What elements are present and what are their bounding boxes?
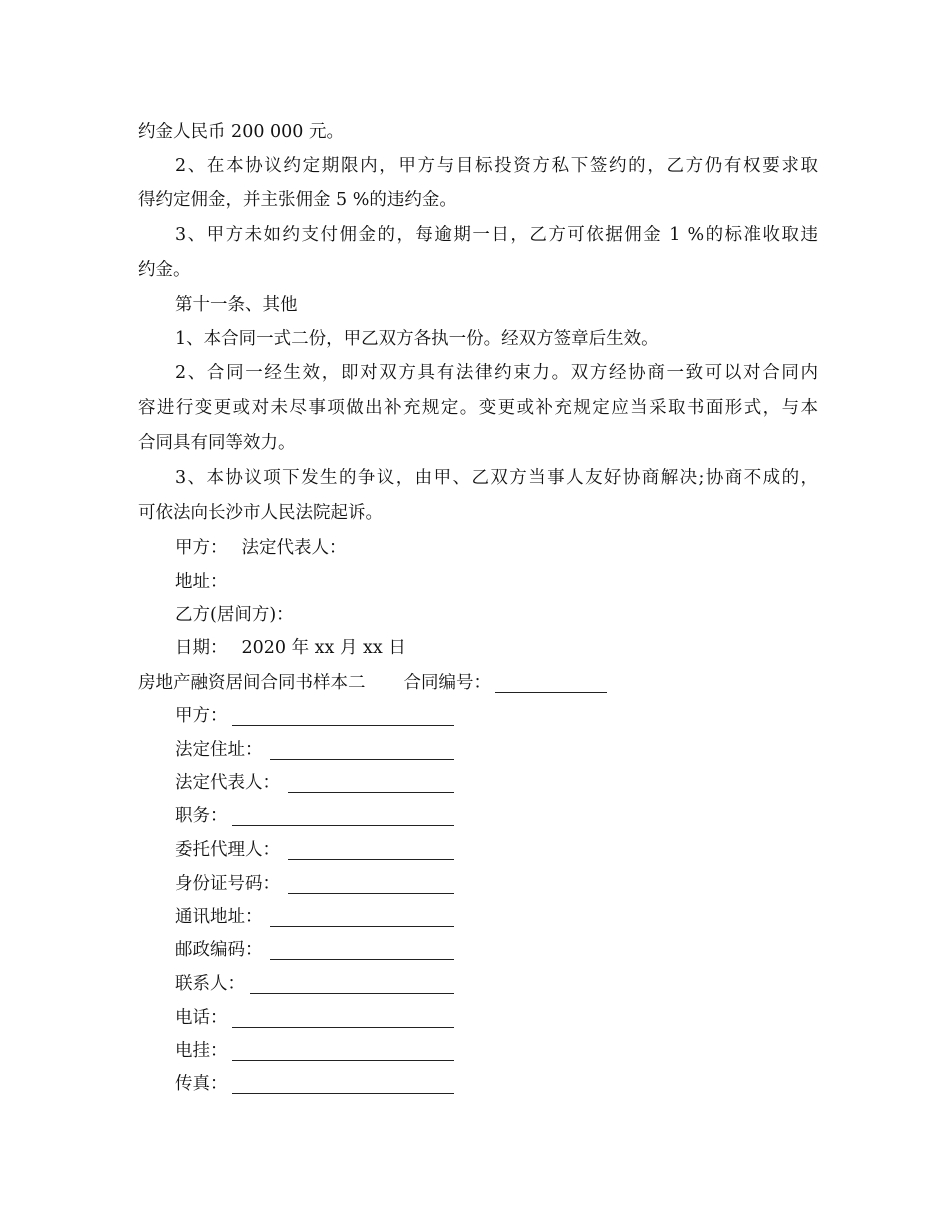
field-blank[interactable] <box>288 893 454 894</box>
text-line: 约金人民币 200 000 元。 <box>138 122 344 142</box>
field-label: 通讯地址： <box>175 907 263 927</box>
field-fax <box>175 1074 228 1094</box>
field-legal-rep <box>175 773 280 793</box>
field-label: 职务： <box>175 806 228 826</box>
field-blank[interactable] <box>288 792 454 793</box>
contract-number-label: 合同编号： <box>403 673 491 693</box>
text-line: 1、本合同一式二份，甲乙双方各执一份。经双方签章后生效。 <box>175 329 659 349</box>
field-blank[interactable] <box>270 926 454 927</box>
text-line: 3、甲方未如约支付佣金的，每逾期一日，乙方可依据佣金 1 %的标准收取违 <box>175 225 818 245</box>
signature-address: 地址： <box>175 572 228 592</box>
text-line: 3、本协议项下发生的争议，由甲、乙双方当事人友好协商解决;协商不成的， <box>175 468 818 488</box>
second-doc-title: 房地产融资居间合同书样本二 <box>138 673 366 693</box>
field-label: 电话： <box>175 1008 228 1028</box>
field-blank[interactable] <box>270 959 454 960</box>
text-line: 容进行变更或对未尽事项做出补充规定。变更或补充规定应当采取书面形式，与本 <box>138 398 818 418</box>
field-phone <box>175 1008 228 1028</box>
field-postal-code <box>175 940 263 960</box>
field-blank[interactable] <box>232 825 454 826</box>
field-label: 法定代表人： <box>175 773 280 793</box>
legal-rep-label: 法定代表人： <box>241 538 347 558</box>
text-line: 约金。 <box>138 260 191 280</box>
field-party-a <box>175 706 228 726</box>
field-blank[interactable] <box>232 725 454 726</box>
field-agent <box>175 840 280 860</box>
field-blank[interactable] <box>232 1027 454 1028</box>
second-doc-title-line <box>138 673 818 693</box>
text-line: 2、在本协议约定期限内，甲方与目标投资方私下签约的，乙方仍有权要求取 <box>175 156 818 176</box>
field-label: 身份证号码： <box>175 874 280 894</box>
text-line: 可依法向长沙市人民法院起诉。 <box>138 503 383 523</box>
field-label: 电挂： <box>175 1041 228 1061</box>
field-position <box>175 806 228 826</box>
field-label: 邮政编码： <box>175 940 263 960</box>
field-blank[interactable] <box>250 993 454 994</box>
field-label: 甲方： <box>175 706 228 726</box>
date-label: 日期： <box>175 638 228 658</box>
text-line: 2、合同一经生效，即对双方具有法律约束力。双方经协商一致可以对合同内 <box>175 363 818 383</box>
field-id-number <box>175 874 280 894</box>
signature-party-b: 乙方(居间方)： <box>175 605 294 625</box>
text-line: 得约定佣金，并主张佣金 5 %的违约金。 <box>138 190 457 210</box>
signature-date <box>175 638 855 658</box>
field-legal-address <box>175 740 263 760</box>
section-heading: 第十一条、其他 <box>175 295 298 315</box>
field-telegraph <box>175 1041 228 1061</box>
field-blank[interactable] <box>270 759 454 760</box>
date-value: 2020 年 xx 月 xx 日 <box>241 638 406 658</box>
contract-number-blank[interactable] <box>495 676 607 693</box>
field-label: 法定住址： <box>175 740 263 760</box>
field-label: 委托代理人： <box>175 840 280 860</box>
field-blank[interactable] <box>232 1060 454 1061</box>
field-contact-person <box>175 974 245 994</box>
party-a-label: 甲方： <box>175 538 228 558</box>
field-blank[interactable] <box>288 859 454 860</box>
field-label: 联系人： <box>175 974 245 994</box>
signature-party-a <box>175 538 855 558</box>
text-line: 合同具有同等效力。 <box>138 433 296 453</box>
field-mailing-address <box>175 907 263 927</box>
field-blank[interactable] <box>232 1093 454 1094</box>
field-label: 传真： <box>175 1074 228 1094</box>
